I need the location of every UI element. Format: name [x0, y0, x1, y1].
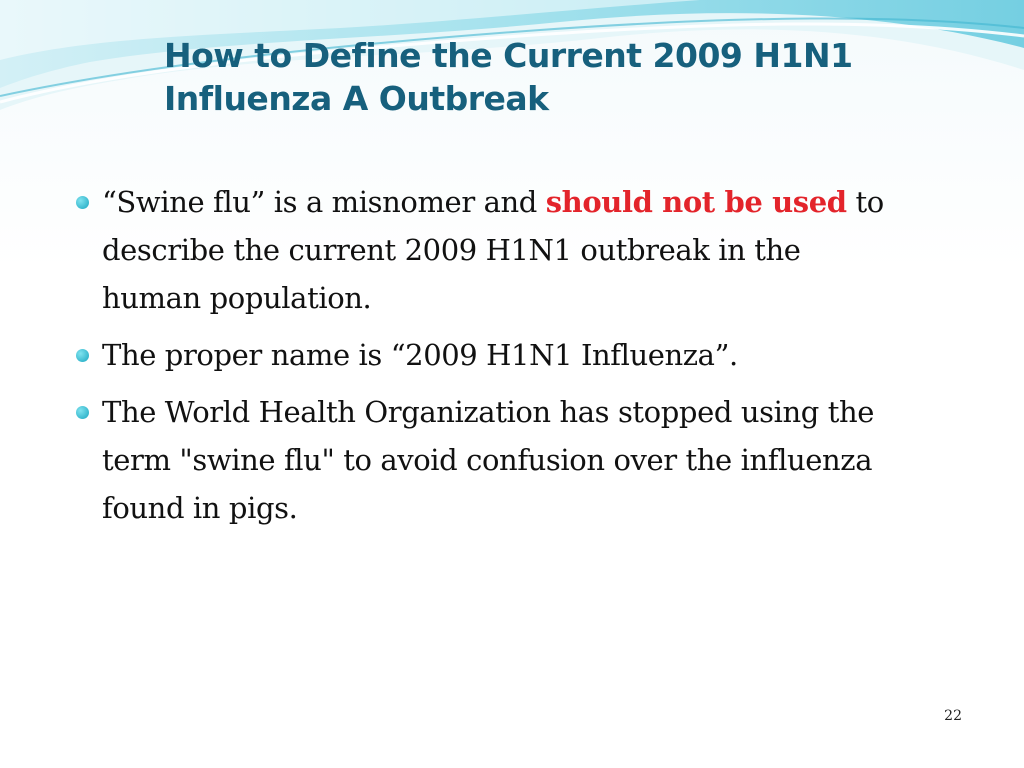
bullet-dot-icon — [76, 196, 89, 209]
bullet-dot-icon — [76, 406, 89, 419]
bullet-list — [72, 178, 892, 541]
slide-title — [164, 34, 964, 120]
bullet-text: The proper name is “2009 H1N1 Influenza”. — [102, 338, 738, 372]
page-number: 22 — [944, 708, 962, 724]
bullet-item — [72, 388, 892, 532]
bullet-emphasis-text: should not be used — [545, 185, 847, 219]
bullet-text-after: to describe the current 2009 H1N1 outbreak in the human population. — [102, 185, 884, 315]
bullet-text: The World Health Organization has stopped using the term "swine flu" to avoid confusion over the influenza found in pigs. — [102, 395, 875, 525]
bullet-text-before: “Swine flu” is a misnomer and — [102, 185, 546, 219]
slide-title-line-2: Influenza A Outbreak — [164, 79, 549, 118]
bullet-item — [72, 178, 892, 322]
bullet-dot-icon — [76, 349, 89, 362]
slide-title-line-1: How to Define the Current 2009 H1N1 — [164, 36, 853, 75]
bullet-item — [72, 331, 892, 379]
